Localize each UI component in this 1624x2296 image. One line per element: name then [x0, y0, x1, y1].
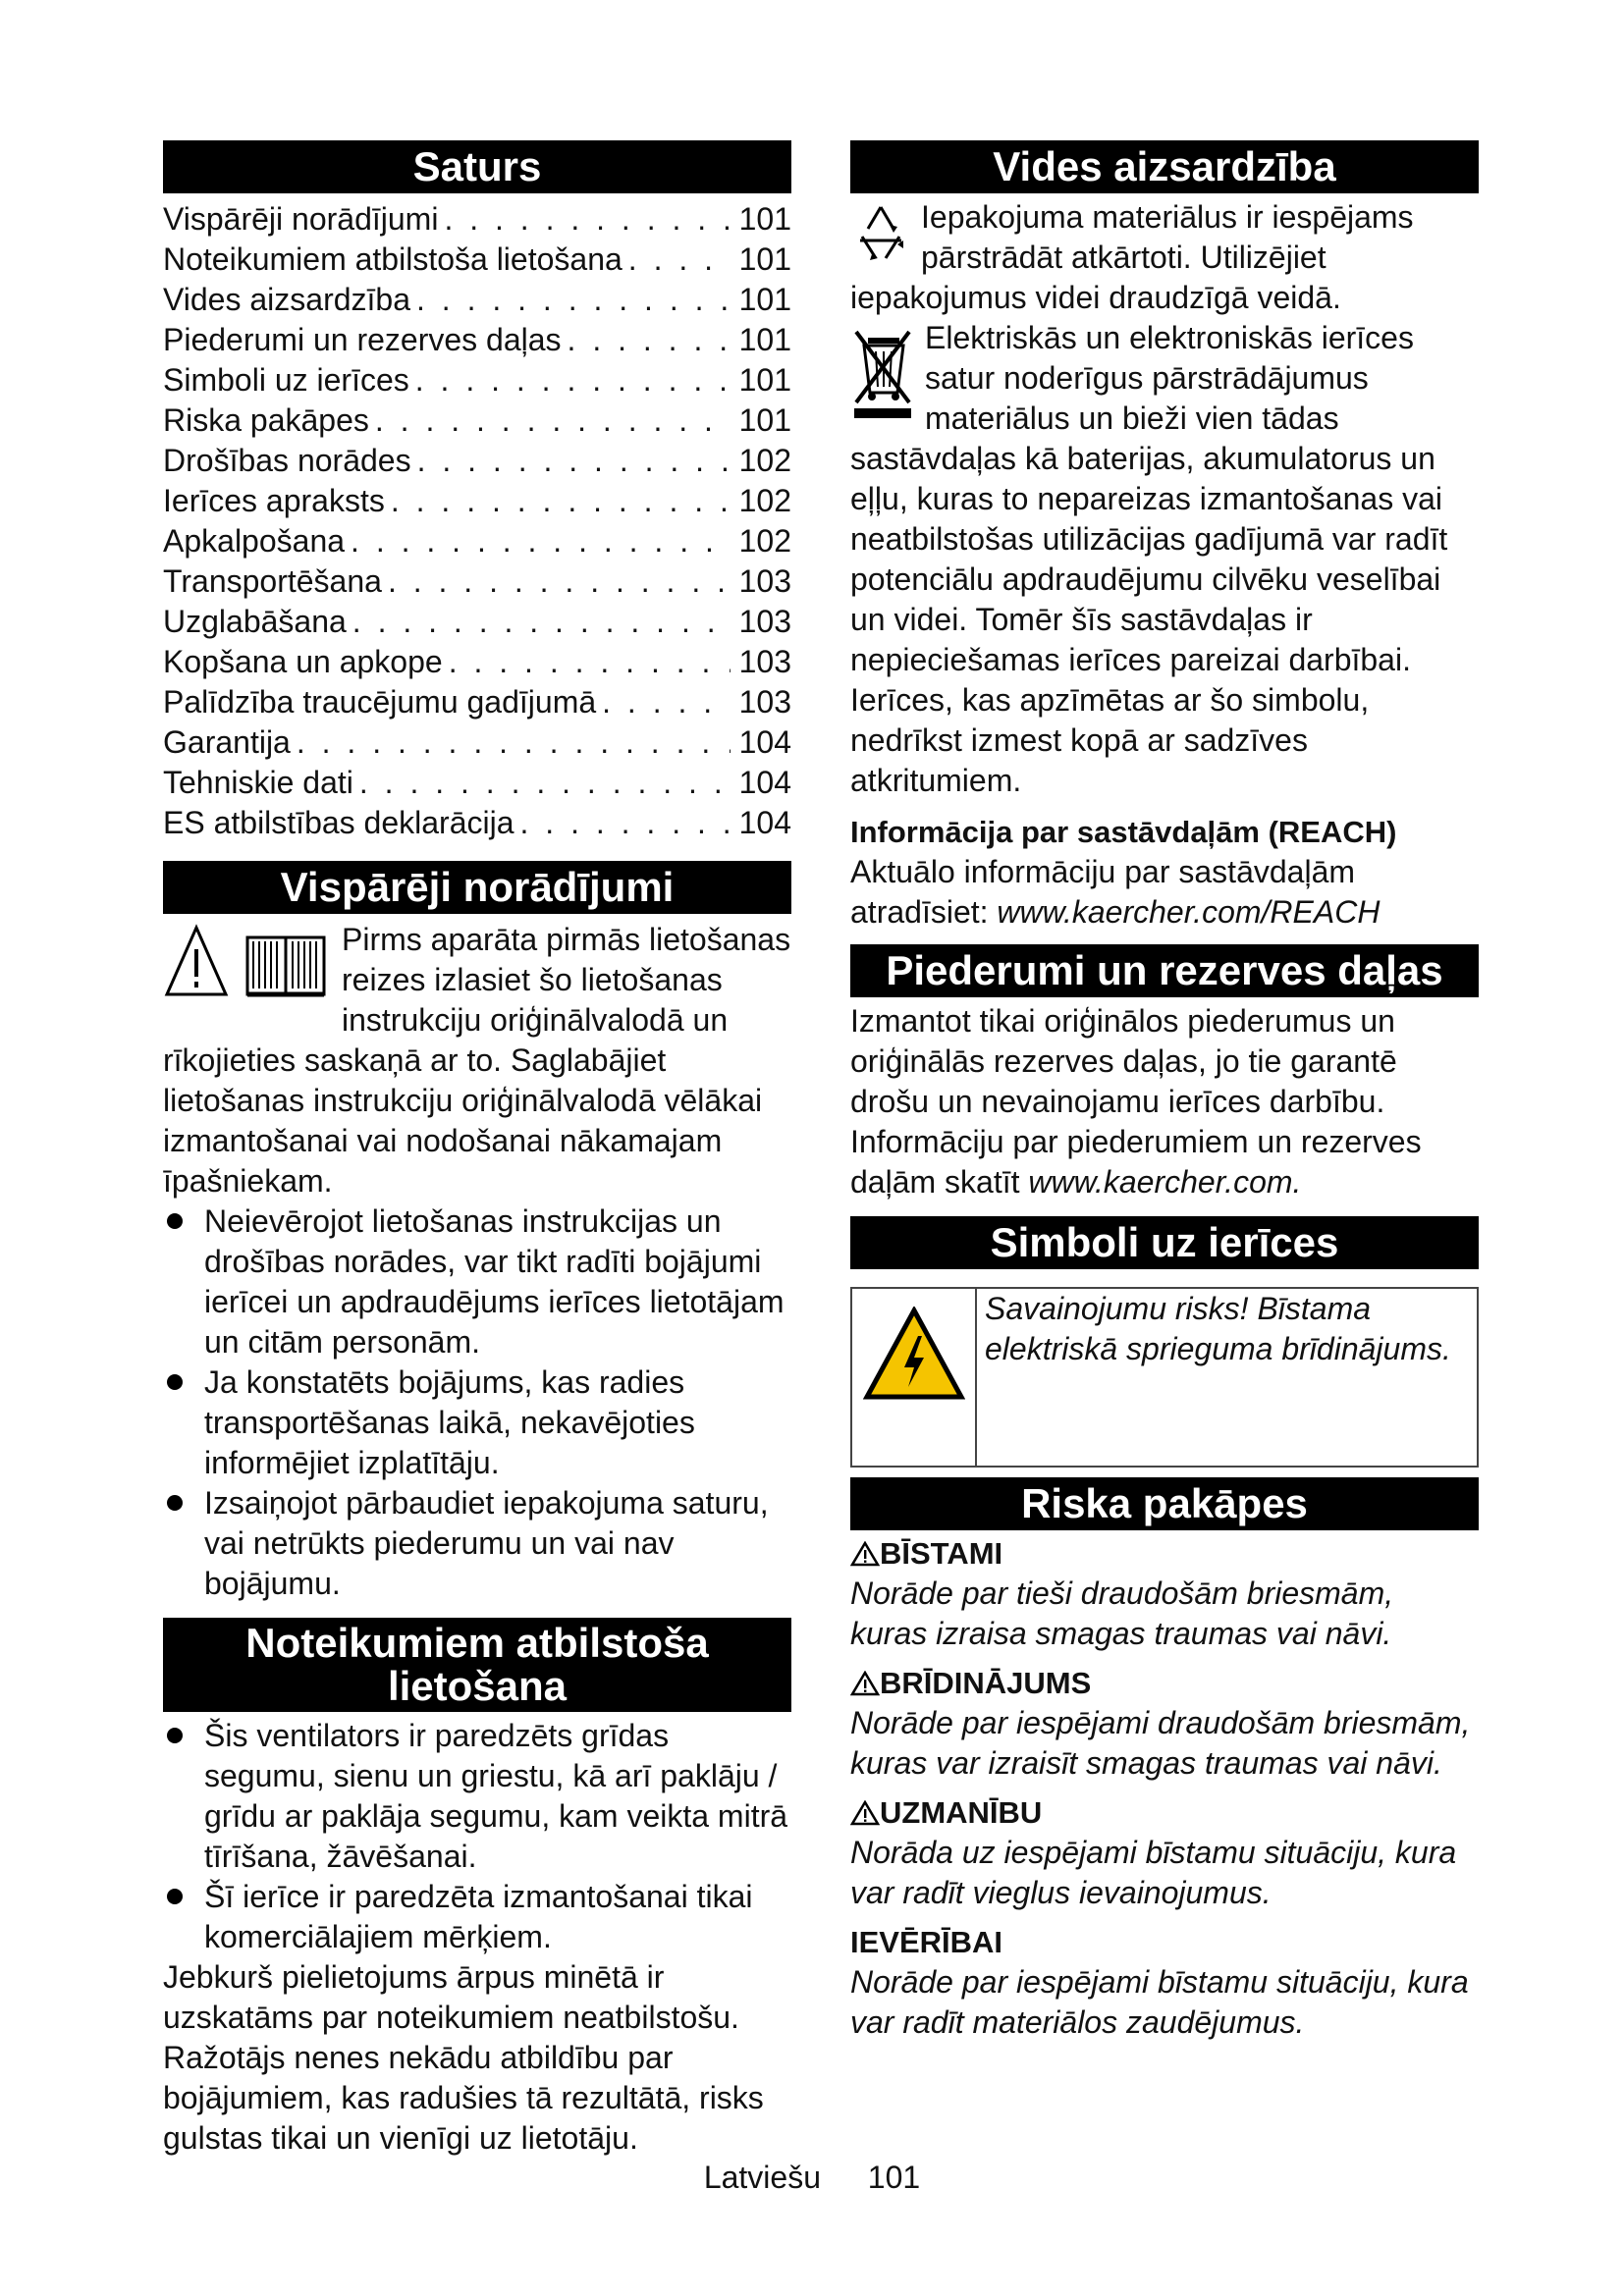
- symbol-table: [850, 1287, 1479, 1468]
- risk-level-danger: BĪSTAMI: [850, 1534, 1479, 1574]
- noteikumiem-paragraph: Jebkurš pielietojums ārpus minētā ir uzskatāms par noteikumiem neatbilstošu. Ražotājs nenes nekādu atbildību par bojājumiem, kas radušies tā rezultātā, risks gulstas tikai un vienīgi uz lietotāju.: [163, 1959, 764, 2156]
- toc-row[interactable]: Piederumi un rezerves daļas . . . 101: [163, 320, 791, 360]
- toc-row[interactable]: Vides aizsardzība . . . 101: [163, 280, 791, 320]
- list-item: Šī ierīce ir paredzēta izmantošanai tikai komerciālajiem mērķiem.: [163, 1877, 791, 1957]
- risk-desc: Norāda uz iespējami bīstamu situāciju, kura var radīt vieglus ievainojumus.: [850, 1835, 1457, 1910]
- electric-hazard-icon: [852, 1289, 977, 1466]
- toc-row[interactable]: Palīdzība traucējumu gadījumā . . . 103: [163, 682, 791, 722]
- list-item: Ja konstatēts bojājums, kas radies transportēšanas laikā, nekavējoties informējiet izplatītāju.: [163, 1362, 791, 1483]
- toc-row[interactable]: Uzglabāšana . . . 103: [163, 602, 791, 642]
- recycle-icon: [850, 201, 911, 267]
- reach-link[interactable]: www.kaercher.com/REACH: [997, 894, 1380, 930]
- risk-level-caution: UZMANĪBU: [850, 1793, 1479, 1833]
- toc-row[interactable]: Kopšana un apkope . . . 103: [163, 642, 791, 682]
- list-item: Neievērojot lietošanas instrukcijas un drošības norādes, var tikt radīti bojājumi ierīcei un apdraudējums ierīces lietotājam un citām personām.: [163, 1201, 791, 1362]
- warning-triangle-small-icon: [850, 1800, 880, 1826]
- saturs-heading: Saturs: [163, 140, 791, 193]
- page-footer: [0, 2160, 1624, 2196]
- toc-row[interactable]: Transportēšana . . . 103: [163, 561, 791, 602]
- simboli-heading: Simboli uz ierīces: [850, 1216, 1479, 1269]
- left-column: [163, 140, 791, 2159]
- toc-row[interactable]: Apkalpošana . . . 102: [163, 521, 791, 561]
- warning-triangle-small-icon: [850, 1671, 880, 1696]
- reach-text: Aktuālo informāciju par sastāvdaļām atradīsiet: www.kaercher.com/REACH: [850, 854, 1380, 930]
- reach-heading: Informācija par sastāvdaļām (REACH): [850, 815, 1397, 849]
- footer-language: Latviešu: [703, 2160, 821, 2195]
- kaercher-link[interactable]: www.kaercher.com.: [1028, 1164, 1302, 1200]
- weee-text: Elektriskās un elektroniskās ierīces satur noderīgus pārstrādājumus materiālus un bieži vien tādas sastāvdaļas kā baterijas, akumulatorus un eļļu, kuras to nepareizas izmantošanas vai neatbilstošas utilizācijas gadījumā var radīt potenciālu apdraudējumu cilvēku veselībai un videi. Tomēr šīs sastāvdaļas ir nepieciešamas ierīces pareizai darbībai. Ierīces, kas apzīmētas ar šo simbolu, nedrīkst izmest kopā ar sadzīves atkritumiem.: [850, 320, 1448, 798]
- vides-section: [850, 197, 1479, 933]
- piederumi-text-1: Izmantot tikai oriģinālos piederumus un oriģinālās rezerves daļas, jo tie garantē drošu un nevainojamu ierīces darbību.: [850, 1003, 1397, 1119]
- table-of-contents: [163, 199, 791, 843]
- toc-row[interactable]: Ierīces apraksts . . . 102: [163, 481, 791, 521]
- list-item: Šis ventilators ir paredzēts grīdas segumu, sienu un griestu, kā arī paklāju / grīdu ar paklāja segumu, kam veikta mitrā tīrīšana, žāvēšanai.: [163, 1716, 791, 1877]
- risk-desc: Norāde par tieši draudošām briesmām, kuras izraisa smagas traumas vai nāvi.: [850, 1575, 1394, 1651]
- warning-text: Savainojumu risks! Bīstama elektriskā sprieguma brīdinājums.: [985, 1291, 1451, 1366]
- right-column: [850, 140, 1479, 2043]
- weee-bin-icon: [850, 326, 915, 425]
- noteikumiem-section: [163, 1716, 791, 2159]
- visparejie-section: [163, 920, 791, 1604]
- risk-level-notice: IEVĒRĪBAI: [850, 1925, 1003, 1959]
- toc-row[interactable]: Tehniskie dati . . . 104: [163, 763, 791, 803]
- piederumi-section: [850, 1001, 1479, 1202]
- toc-row[interactable]: Drošības norādes . . . 102: [163, 441, 791, 481]
- warning-triangle-icon: [167, 928, 226, 994]
- noteikumiem-heading: Noteikumiem atbilstoša lietošana: [163, 1618, 791, 1712]
- warning-triangle-small-icon: [850, 1541, 880, 1567]
- toc-row[interactable]: Garantija . . . 104: [163, 722, 791, 763]
- risk-desc: Norāde par iespējami bīstamu situāciju, kura var radīt materiālos zaudējumus.: [850, 1964, 1469, 2040]
- toc-row[interactable]: Noteikumiem atbilstoša lietošana . . . 101: [163, 240, 791, 280]
- warning-book-icons: [163, 924, 332, 1005]
- toc-row[interactable]: Riska pakāpes . . . 101: [163, 400, 791, 441]
- visparejie-intro: Pirms aparāta pirmās lietošanas reizes izlasiet šo lietošanas instrukciju oriģinālvalodā un rīkojieties saskaņā ar to. Saglabājiet lietošanas instrukciju oriģinālvalodā vēlākai izmantošanai vai nodošanai nākamajam īpašniekam.: [163, 922, 791, 1199]
- manual-book-icon: [247, 937, 324, 994]
- vides-heading: Vides aizsardzība: [850, 140, 1479, 193]
- recycle-text: Iepakojuma materiālus ir iespējams pārstrādāt atkārtoti. Utilizējiet iepakojumus videi draudzīgā veidā.: [850, 199, 1414, 315]
- toc-row[interactable]: ES atbilstības deklarācija . . . 104: [163, 803, 791, 843]
- piederumi-heading: Piederumi un rezerves daļas: [850, 944, 1479, 997]
- toc-row[interactable]: Simboli uz ierīces . . . 101: [163, 360, 791, 400]
- risk-level-warning: BRĪDINĀJUMS: [850, 1664, 1479, 1703]
- riska-section: [850, 1534, 1479, 2043]
- list-item: Izsaiņojot pārbaudiet iepakojuma saturu, vai netrūkts piederumu un vai nav bojājumu.: [163, 1483, 791, 1604]
- page-number: 101: [867, 2160, 921, 2195]
- piederumi-text-2: Informāciju par piederumiem un rezerves daļām skatīt www.kaercher.com.: [850, 1124, 1422, 1200]
- riska-heading: Riska pakāpes: [850, 1477, 1479, 1530]
- visparejie-heading: Vispārēji norādījumi: [163, 861, 791, 914]
- toc-row[interactable]: Vispārēji norādījumi . . . 101: [163, 199, 791, 240]
- risk-desc: Norāde par iespējami draudošām briesmām, kuras var izraisīt smagas traumas vai nāvi.: [850, 1705, 1471, 1781]
